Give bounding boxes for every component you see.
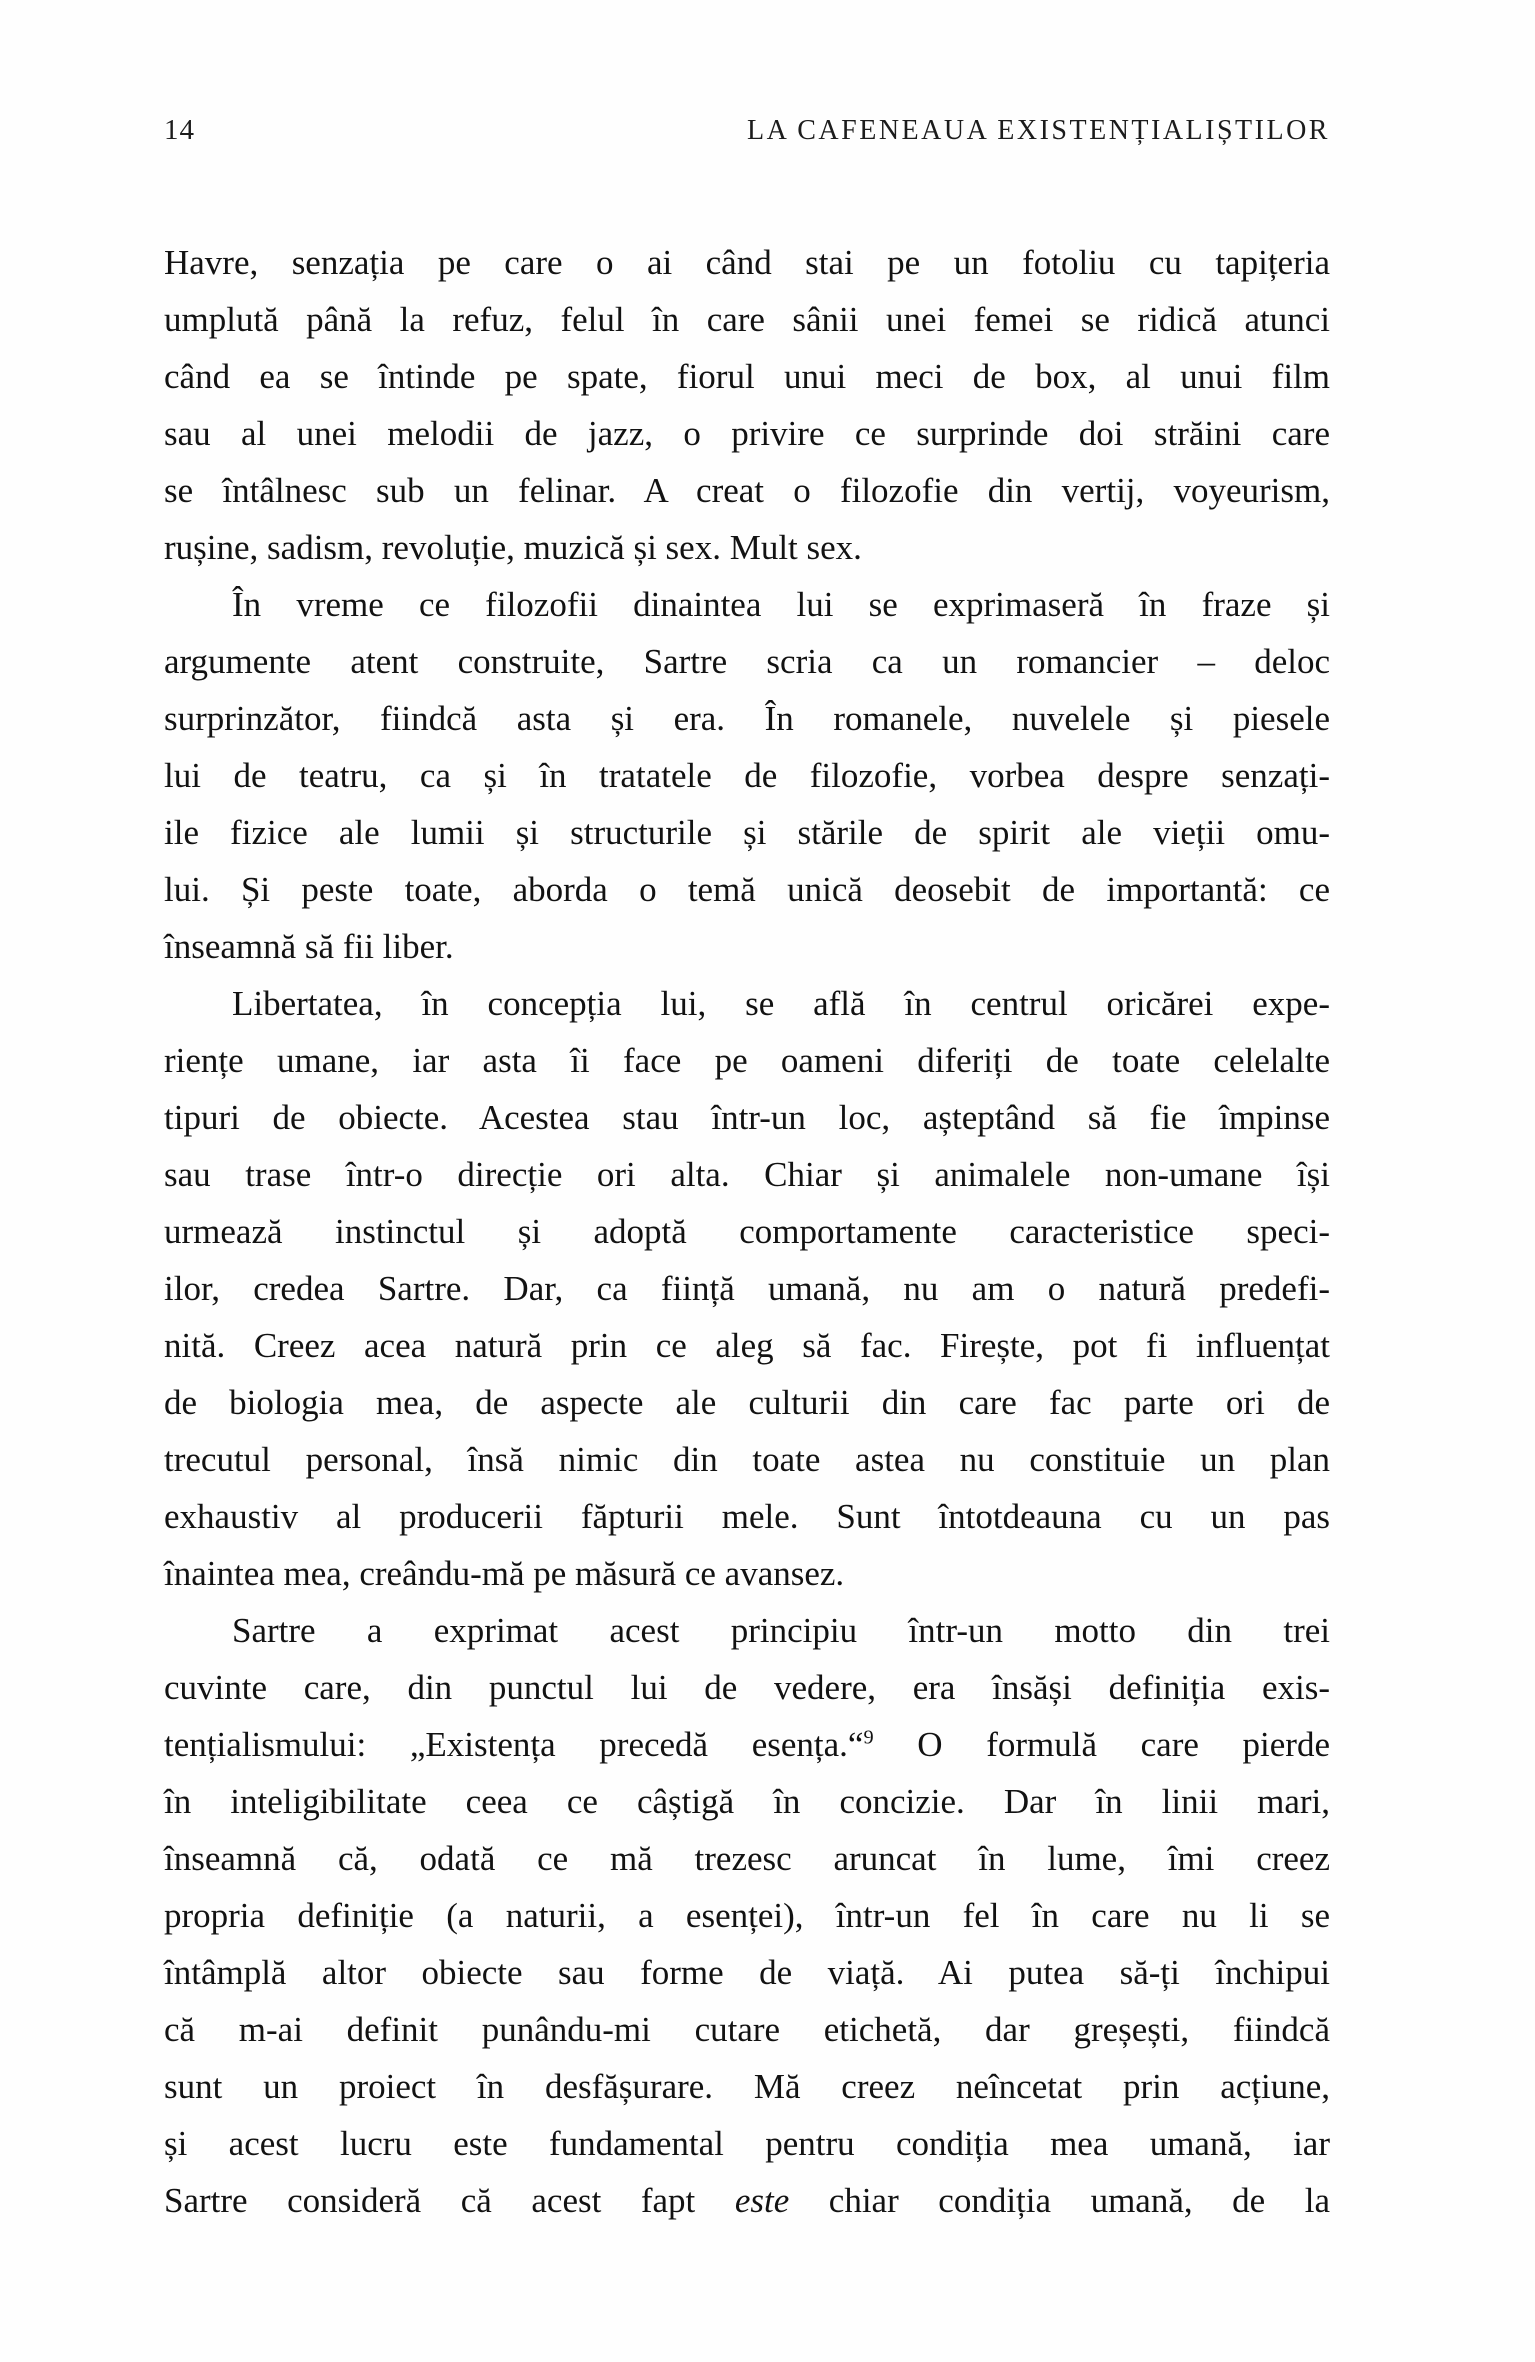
paragraph-1 [164,234,1330,576]
text-line: surprinzător, fiindcă asta și era. În romanele, nuvelele și piesele [164,699,1330,738]
body-text [164,234,1330,2229]
text-line: tipuri de obiecte. Acestea stau într-un loc, așteptând să fie împinse [164,1098,1330,1137]
text-line: întâmplă altor obiecte sau forme de viață. Ai putea să-ți închipui [164,1953,1330,1992]
text-line: de biologia mea, de aspecte ale culturii din care fac parte ori de [164,1383,1330,1422]
text-line: riențe umane, iar asta îi face pe oameni diferiți de toate celelalte [164,1041,1330,1080]
running-head-title: LA CAFENEAUA EXISTENȚIALIȘTILOR [746,115,1330,146]
text-line: În vreme ce filozofii dinaintea lui se exprimaseră în fraze și [232,585,1330,624]
text-line: Havre, senzația pe care o ai când stai pe un fotoliu cu tapițeria [164,243,1330,282]
text-line: umplută până la refuz, felul în care sânii unei femei se ridică atunci [164,300,1330,339]
text-line: sunt un proiect în desfășurare. Mă creez neîncetat prin acțiune, [164,2067,1330,2106]
text-line: înseamnă că, odată ce mă trezesc aruncat în lume, îmi creez [164,1839,1330,1878]
text-line [164,2172,1330,2229]
paragraph-2 [164,576,1330,975]
text-line: înaintea mea, creându-mă pe măsură ce avansez. [164,1554,845,1593]
text-line: argumente atent construite, Sartre scria ca un romancier – deloc [164,642,1330,681]
text-line: trecutul personal, însă nimic din toate astea nu constituie un plan [164,1440,1330,1479]
text-line: când ea se întinde pe spate, fiorul unui meci de box, al unui film [164,357,1330,396]
text-line: că m-ai definit punându-mi cutare etichetă, dar greșești, fiindcă [164,2010,1330,2049]
paragraph-3 [164,975,1330,1602]
running-head [164,114,1330,147]
text-segment: Sartre consideră că acest fapt [164,2181,735,2220]
text-segment: tențialismului: „Existența precedă esența.“ [164,1725,864,1764]
paragraph-4 [164,1602,1330,2229]
text-line: exhaustiv al producerii făpturii mele. Sunt întotdeauna cu un pas [164,1497,1330,1536]
text-line: sau trase într-o direcție ori alta. Chiar și animalele non-umane își [164,1155,1330,1194]
text-line: Libertatea, în concepția lui, se află în centrul oricărei expe- [232,984,1330,1023]
text-line: urmează instinctul și adoptă comportamente caracteristice speci- [164,1212,1330,1251]
text-line: cuvinte care, din punctul lui de vedere, era însăși definiția exis- [164,1668,1330,1707]
text-line: lui. Și peste toate, aborda o temă unică deosebit de importantă: ce [164,870,1330,909]
text-line: rușine, sadism, revoluție, muzică și sex. Mult sex. [164,528,862,567]
text-line: în inteligibilitate ceea ce câștigă în concizie. Dar în linii mari, [164,1782,1330,1821]
footnote-reference: 9 [863,1726,874,1749]
text-line [164,1716,1330,1773]
text-segment: chiar condiția umană, de la [789,2181,1330,2220]
text-line: Sartre a exprimat acest principiu într-un motto din trei [232,1611,1330,1650]
text-line: ile fizice ale lumii și structurile și stările de spirit ale vieții omu- [164,813,1330,852]
text-line: nită. Creez acea natură prin ce aleg să fac. Firește, pot fi influențat [164,1326,1330,1365]
text-line: lui de teatru, ca și în tratatele de filozofie, vorbea despre senzați- [164,756,1330,795]
text-segment: O formulă care pierde [873,1725,1330,1764]
text-line: și acest lucru este fundamental pentru condiția mea umană, iar [164,2124,1330,2163]
text-line: sau al unei melodii de jazz, o privire ce surprinde doi străini care [164,414,1330,453]
italic-text: este [734,2181,790,2220]
text-line: ilor, credea Sartre. Dar, ca ființă umană, nu am o natură predefi- [164,1269,1330,1308]
page-number: 14 [164,114,195,146]
text-line: înseamnă să fii liber. [164,927,454,966]
text-line: se întâlnesc sub un felinar. A creat o filozofie din vertij, voyeurism, [164,471,1330,510]
text-line: propria definiție (a naturii, a esenței), într-un fel în care nu li se [164,1896,1330,1935]
